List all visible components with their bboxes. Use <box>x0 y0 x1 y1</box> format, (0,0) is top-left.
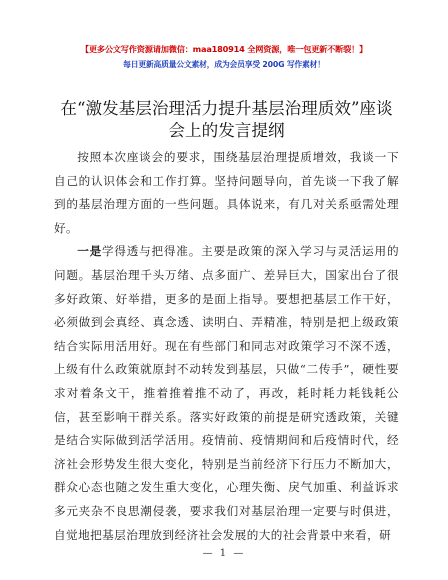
paragraph-point-one <box>54 240 399 547</box>
paragraph-text: 按照本次座谈会的要求，围绕基层治理提质增效，我谈一下自己的认识体会和工作打算。坚持问题导向，首先谈一下我了解到的基层治理方面的一些问题。具体说来，有几对关系亟需处理好。 <box>54 150 399 235</box>
paragraph-lead: 一是 <box>77 244 102 259</box>
paragraph-text: 学得透与把得准。主要是政策的深入学习与灵活运用的问题。基层治理千头万绪、点多面广、差异巨大，国家出台了很多好政策、好举措，更多的是面上指导。要想把基层工作干好，必须做到会真经、真念透、读明白、弄精准，特别是把上级政策结合实际用活用好。现在有些部门和同志对政策学习不深不透，上级有什么政策就原封不动转发到基层，只做“二传手”，硬性要求对着条文干，推着推着推不动了，再改，耗时耗力耗钱耗公信，甚至影响干群关系。落实好政策的前提是研究透政策，关键是结合实际做到活学活用。疫情前、疫情期间和后疫情时代，经济社会形势发生很大变化，特别是当前经济下行压力不断加大，群众心态也随之发生重大变化，心理失衡、戾气加重、利益诉求多元夹杂不良思潮侵袭，要求我们对基层治理一定要与时俱进，自觉地把基层治理放到经济社会发展的大的社会背景中来看，研 <box>54 244 399 542</box>
document-title: 在“激发基层治理活力提升基层治理质效”座谈会上的发言提纲 <box>60 99 393 140</box>
promo-banner-membership: 每日更新高质量公文素材，成为会员享受 200G 写作素材！ <box>123 60 325 69</box>
paragraph-intro <box>54 146 399 240</box>
document-body <box>54 146 399 547</box>
page-number: — 1 — <box>202 548 246 559</box>
promo-banner-wechat: 【更多公文写作资源请加微信：maa180914 全网资源，唯一包更新不断裂！】 <box>80 44 368 54</box>
